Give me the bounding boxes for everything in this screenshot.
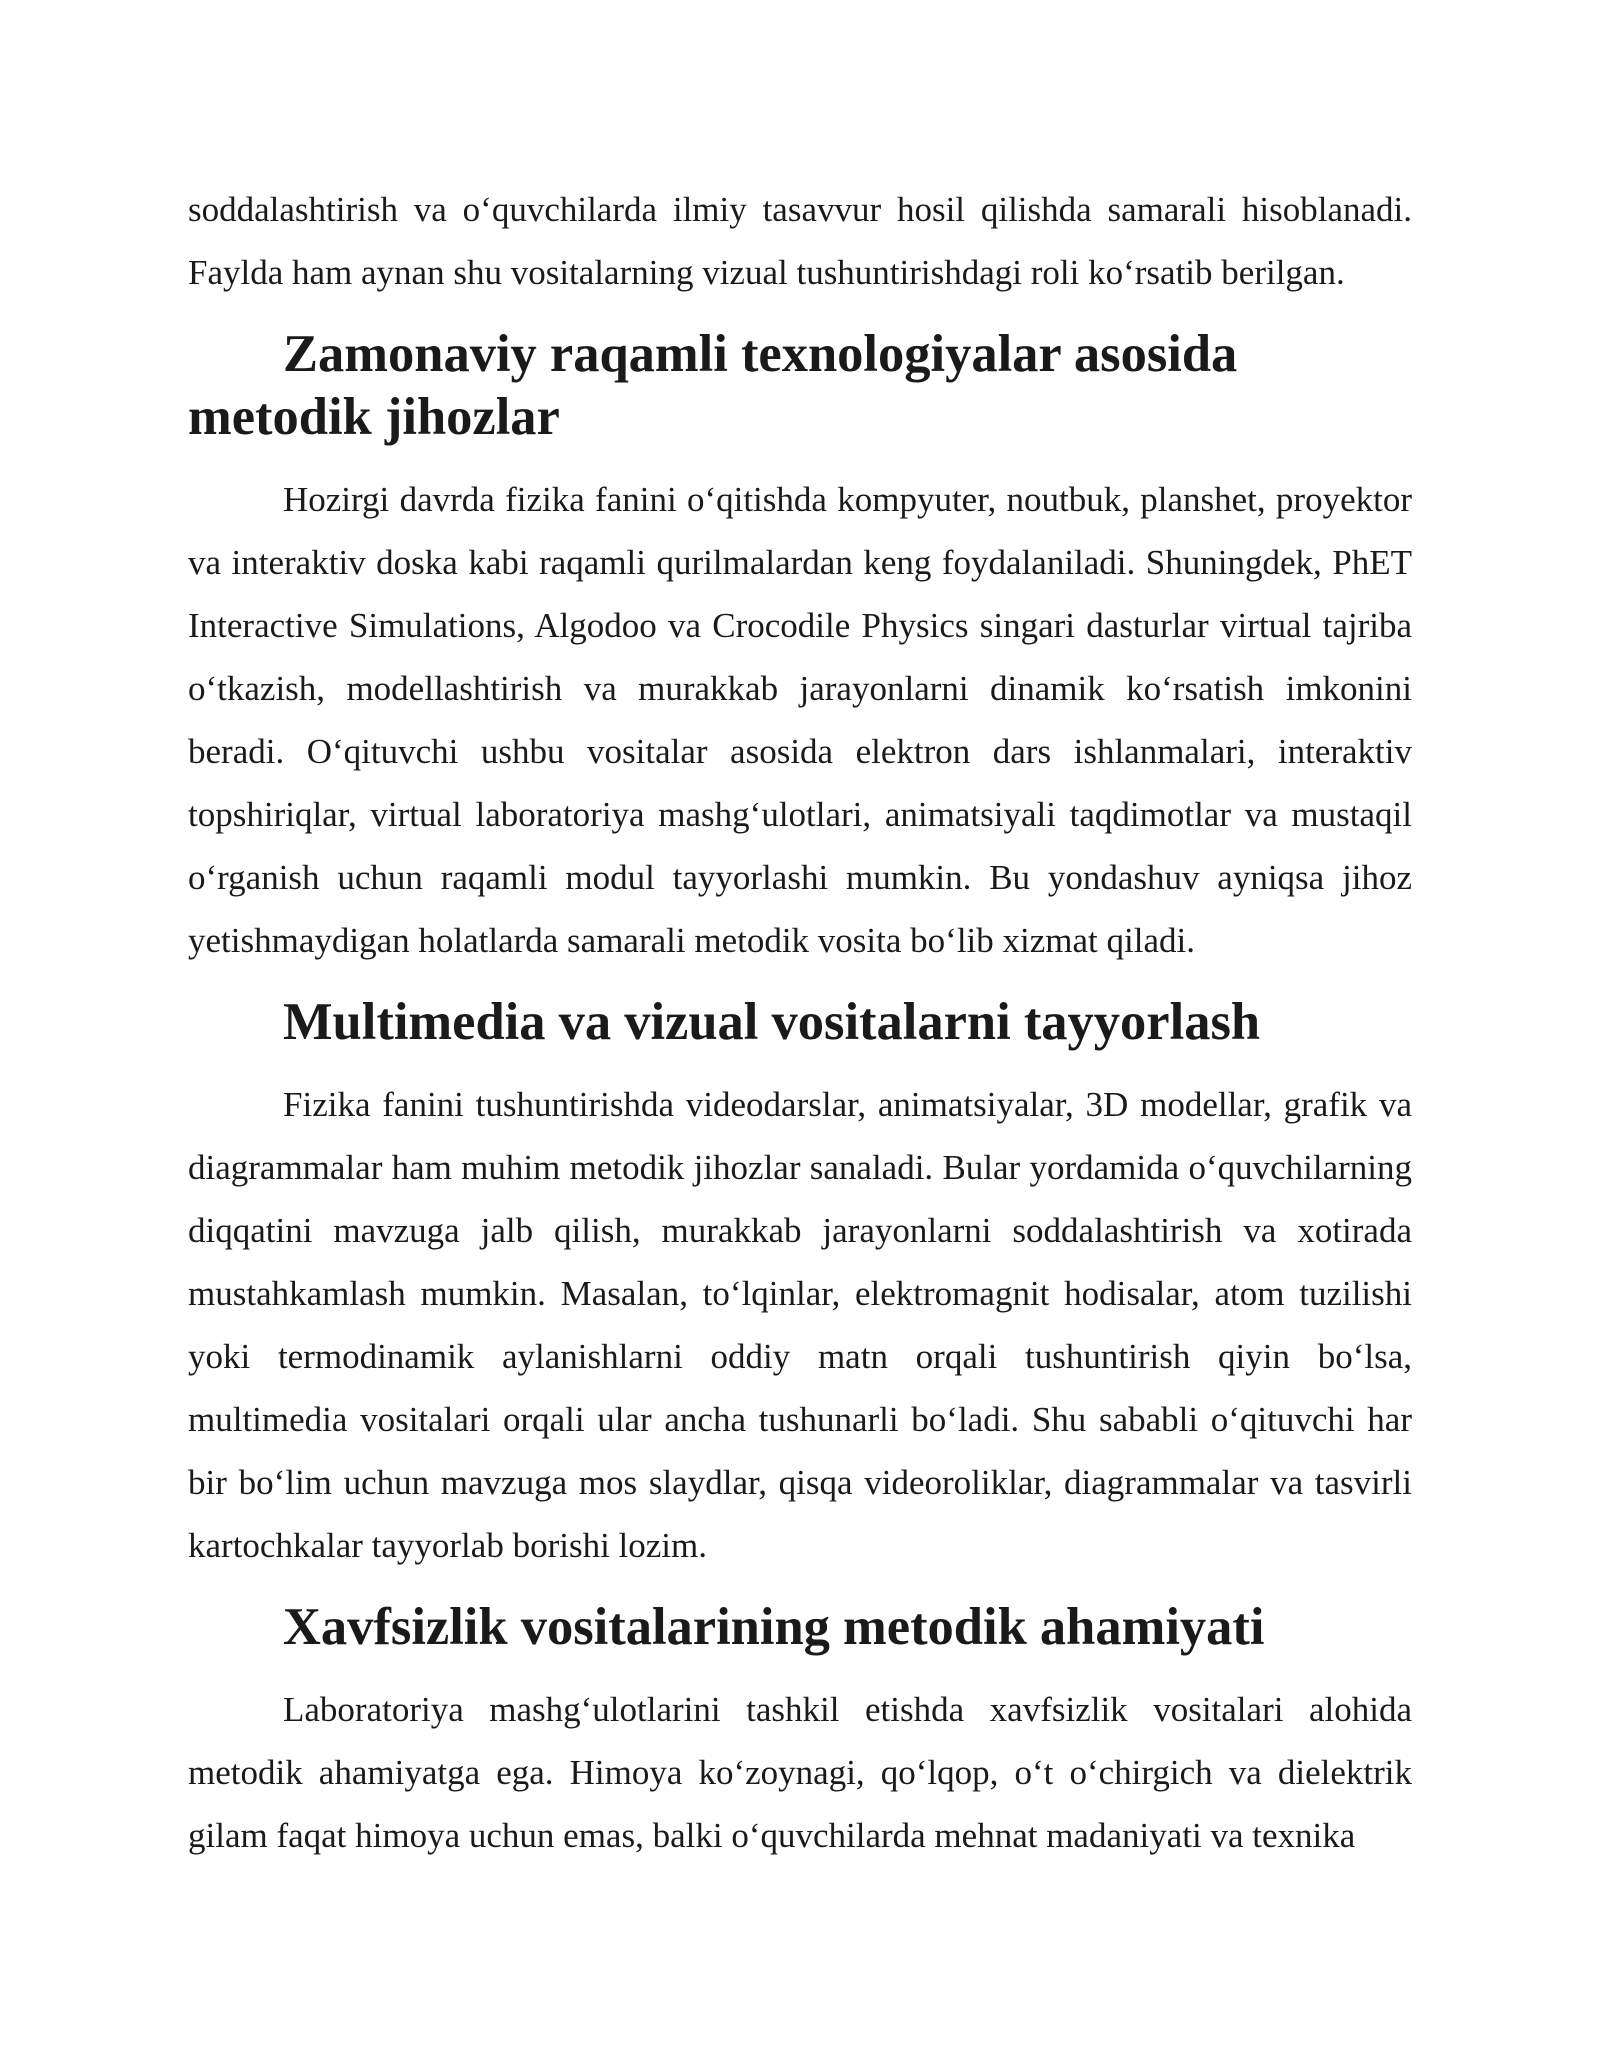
document-body [188,178,1412,1867]
paragraph-safety: Laboratoriya mashg‘ulotlarini tashkil etishda xavfsizlik vositalari alohida metodik ahamiyatga ega. Himoya ko‘zoynagi, qo‘lqop, o‘t o‘chirgich va dielektrik gilam faqat himoya uchun emas, balki o‘quvchilarda mehnat madaniyati va texnika [188,1690,1412,1855]
paragraph-digital-technologies: Hozirgi davrda fizika fanini o‘qitishda kompyuter, noutbuk, planshet, proyektor va interaktiv doska kabi raqamli qurilmalardan keng foydalaniladi. Shuningdek, PhET Interactive Simulations, Algodoo va Crocodile Physics singari dasturlar virtual tajriba o‘tkazish, modellashtirish va murakkab jarayonlarni dinamik ko‘rsatish imkonini beradi. O‘qituvchi ushbu vositalar asosida elektron dars ishlanmalari, interaktiv topshiriqlar, virtual laboratoriya mashg‘ulotlari, animatsiyali taqdimotlar va mustaqil o‘rganish uchun raqamli modul tayyorlashi mumkin. Bu yondashuv ayniqsa jihoz yetishmaydigan holatlarda samarali metodik vosita bo‘lib xizmat qiladi. [188,480,1412,960]
paragraph-continuation: soddalashtirish va o‘quvchilarda ilmiy tasavvur hosil qilishda samarali hisoblanadi. Faylda ham aynan shu vositalarning vizual tushuntirishdagi roli ko‘rsatib berilgan. [188,190,1412,292]
paragraph-multimedia: Fizika fanini tushuntirishda videodarslar, animatsiyalar, 3D modellar, grafik va diagrammalar ham muhim metodik jihozlar sanaladi. Bular yordamida o‘quvchilarning diqqatini mavzuga jalb qilish, murakkab jarayonlarni soddalashtirish va xotirada mustahkamlash mumkin. Masalan, to‘lqinlar, elektromagnit hodisalar, atom tuzilishi yoki termodinamik aylanishlarni oddiy matn orqali tushuntirish qiyin bo‘lsa, multimedia vositalari orqali ular ancha tushunarli bo‘ladi. Shu sababli o‘qituvchi har bir bo‘lim uchun mavzuga mos slaydlar, qisqa videoroliklar, diagrammalar va tasvirli kartochkalar tayyorlab borishi lozim. [188,1085,1412,1565]
section-heading-safety: Xavfsizlik vositalarining metodik ahamiyati [283,1598,1265,1656]
section-heading-multimedia: Multimedia va vizual vositalarni tayyorlash [283,993,1261,1051]
section-heading-digital-technologies: Zamonaviy raqamli texnologiyalar asosida metodik jihozlar [188,325,1238,446]
